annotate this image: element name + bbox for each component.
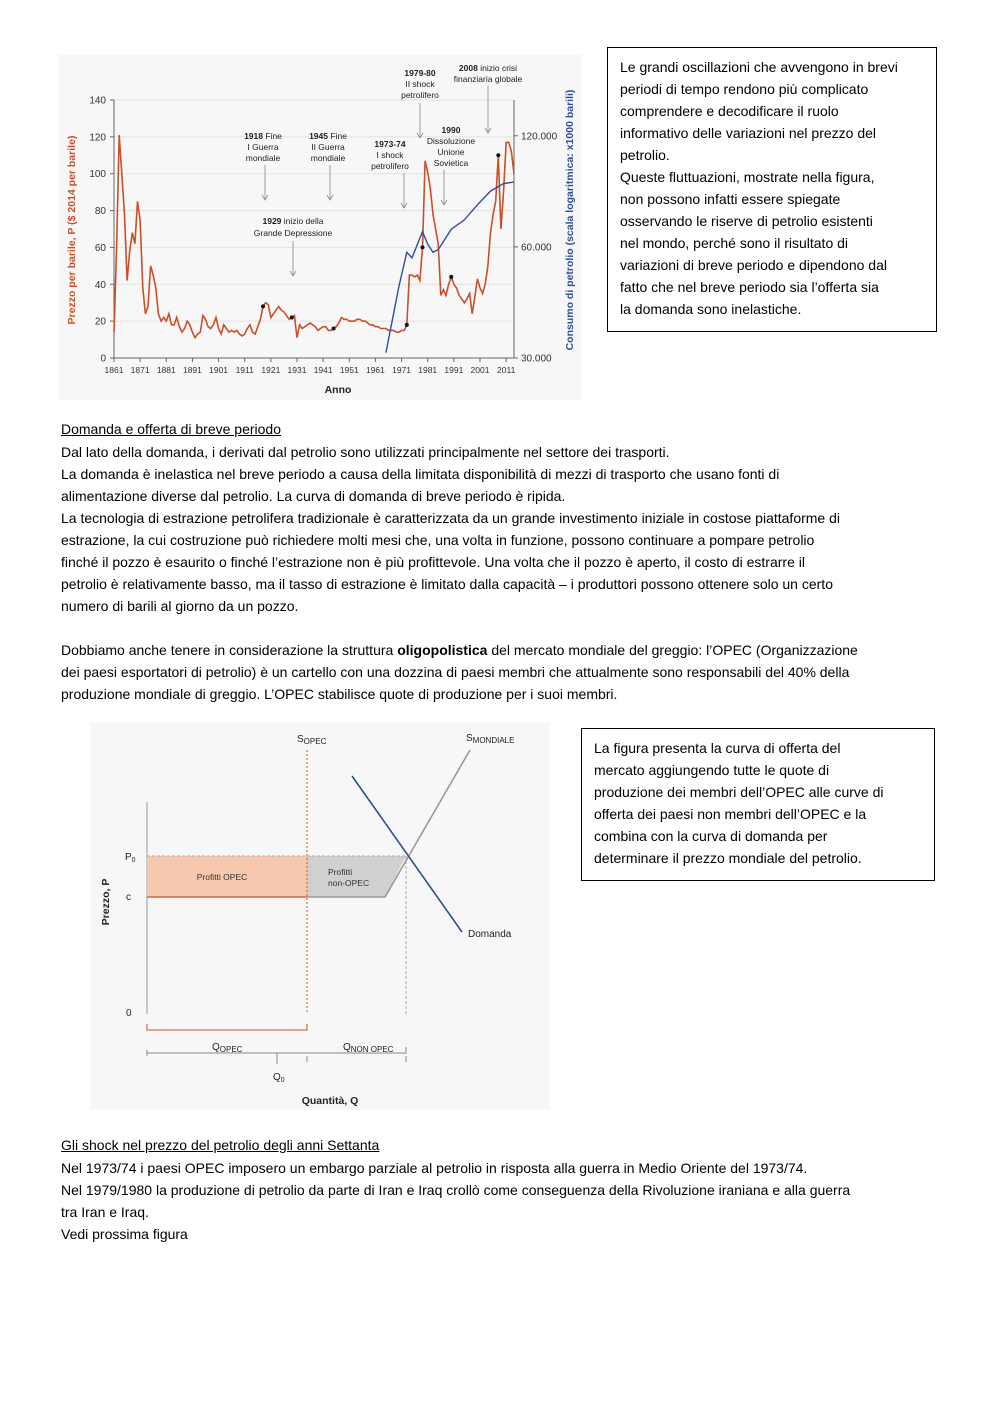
event-marker-dot	[405, 323, 409, 327]
box1-line: nel mondo, perché sono il risultato di	[620, 235, 849, 251]
q-opec-label-sub: OPEC	[219, 1045, 243, 1054]
right-tick-label: 30.000	[521, 353, 552, 365]
annotation-1918-line1: Fine	[265, 131, 282, 141]
explanation-box-oscillations	[607, 47, 937, 332]
body-line: Nel 1979/1980 la produzione di petrolio da parte di Iran e Iraq crollò come conseguenza della Rivoluzione iraniana e alla guerra	[61, 1182, 851, 1198]
zero-label: 0	[126, 1008, 132, 1019]
q-nonopec-label-main: Q	[343, 1042, 351, 1053]
left-tick-label: 140	[89, 95, 106, 107]
annotation-1973-year: 1973-74	[374, 139, 406, 149]
annotation-1929-line1: inizio della	[283, 216, 324, 226]
x-axis-title: Anno	[324, 384, 352, 396]
body-line: finché il pozzo è esaurito o finché l’estrazione non è più profittevole. Una volta che il pozzo è aperto, il costo di estrarre il	[61, 554, 805, 570]
annotation-1929-year: 1929	[262, 216, 282, 226]
svg-text:1929 inizio della	[263, 216, 324, 226]
x-tick-label: 1971	[392, 365, 412, 375]
annotation-2008-line1: inizio crisi	[480, 63, 518, 73]
box1-line: osservando le riserve di petrolio esistenti	[620, 213, 873, 229]
right-tick-label: 60.000	[521, 242, 552, 254]
box2-line: mercato aggiungendo tutte le quote di	[594, 762, 830, 778]
x-tick-label: 1931	[287, 365, 307, 375]
box1-line: periodi di tempo rendono più complicato	[620, 81, 869, 97]
x-tick-label: 1961	[365, 365, 385, 375]
x-tick-label: 1911	[235, 365, 254, 375]
annotation-1973-line2: petrolifero	[371, 161, 409, 171]
body-line: dei paesi esportatori di petrolio) è un cartello con una dozzina di paesi membri che attualmente sono responsabili del 40% della	[61, 664, 850, 680]
svg-text:2008 inizio crisi	[459, 63, 517, 73]
annotation-1990-year: 1990	[441, 125, 461, 135]
section1-body	[61, 441, 941, 705]
body-line: Vedi prossima figura	[61, 1226, 188, 1242]
text-run: del mercato mondiale del greggio: l’OPEC (Organizzazione	[487, 642, 858, 658]
annotation-1918-line2: I Guerra	[247, 142, 279, 152]
x-tick-label: 1981	[418, 365, 438, 375]
x-tick-label: 1941	[313, 365, 333, 375]
left-tick-label: 20	[94, 316, 106, 328]
annotation-1990-line3: Sovietica	[433, 158, 469, 168]
box1-line: Le grandi oscillazioni che avvengono in brevi	[620, 59, 898, 75]
svg-text:1945 Fine	[309, 131, 347, 141]
body-line: alimentazione diverse dal petrolio. La curva di domanda di breve periodo è ripida.	[61, 488, 566, 504]
event-marker-dot	[332, 327, 336, 331]
annotation-1929-line2: Grande Depressione	[253, 228, 333, 238]
x-tick-label: 1901	[209, 365, 229, 375]
s-opec-label-main: S	[297, 734, 304, 745]
box1-line: informativo delle variazioni nel prezzo del	[620, 125, 877, 141]
body-line: estrazione, la cui costruzione può richiedere molti mesi che, una volta in funzione, possono continuare a pompare petrolio	[61, 532, 815, 548]
x-tick-label: 2011	[497, 365, 516, 375]
annotation-1918-line3: mondiale	[245, 153, 281, 163]
body-line: tra Iran e Iraq.	[61, 1204, 149, 1220]
box1-line: variazioni di breve periodo e dipendono dal	[620, 257, 887, 273]
body-line: La tecnologia di estrazione petrolifera tradizionale è caratterizzata da un grande investimento iniziale in costose piattaforme di	[61, 510, 841, 526]
body-line	[61, 639, 941, 661]
left-tick-label: 60	[94, 242, 106, 254]
x-tick-label: 1921	[261, 365, 281, 375]
event-marker-dot	[261, 304, 265, 308]
x-tick-label: 1861	[104, 365, 124, 375]
nonopec-profit-label-line1: Profitti	[328, 867, 353, 877]
event-marker-dot	[496, 153, 500, 157]
left-tick-label: 0	[100, 353, 106, 365]
annotation-1918-year: 1918	[244, 131, 263, 141]
annotation-1990-line1: Dissoluzione	[426, 136, 476, 146]
box1-line: la domanda sono inelastiche.	[620, 301, 802, 317]
price-axis-title: Prezzo, P	[100, 878, 112, 926]
box1-line: comprendere e decodificare il ruolo	[620, 103, 839, 119]
annotation-1979-line2: petrolifero	[401, 90, 439, 100]
body-line: produzione mondiale di greggio. L’OPEC stabilisce quote di produzione per i suoi membri.	[61, 686, 618, 702]
oil-price-chart	[58, 55, 582, 400]
box2-line: determinare il prezzo mondiale del petrolio.	[594, 850, 862, 866]
box1-line: fatto che nel breve periodo sia l’offerta sia	[620, 279, 879, 295]
q0-label-sub: 0	[280, 1077, 285, 1084]
box2-line: offerta dei paesi non membri dell’OPEC e la	[594, 806, 867, 822]
s-opec-label-sub: OPEC	[303, 737, 327, 746]
body-line: numero di barili al giorno da un pozzo.	[61, 598, 299, 614]
section2-body	[61, 1157, 941, 1245]
section-heading-short-run: Domanda e offerta di breve periodo	[61, 421, 281, 437]
box2-line: combina con la curva di domanda per	[594, 828, 828, 844]
c-label: c	[126, 892, 131, 903]
x-tick-label: 1951	[339, 365, 359, 375]
opec-profit-label: Profitti OPEC	[196, 872, 248, 882]
s-world-label-main: S	[466, 733, 473, 744]
box2-line: La figura presenta la curva di offerta del	[594, 740, 841, 756]
q-nonopec-label-sub: NON OPEC	[350, 1045, 394, 1054]
annotation-1990-line2: Unione	[437, 147, 465, 157]
s-world-label-sub: MONDIALE	[472, 736, 515, 745]
x-tick-label: 1891	[182, 365, 202, 375]
event-marker-dot	[290, 315, 294, 319]
box1-line: Queste fluttuazioni, mostrate nella figura,	[620, 169, 875, 185]
left-tick-label: 40	[94, 279, 106, 291]
x-tick-label: 1881	[156, 365, 176, 375]
q-opec-label-main: Q	[212, 1042, 220, 1053]
quantity-axis-title: Quantità, Q	[301, 1095, 359, 1107]
x-tick-label: 1871	[130, 365, 150, 375]
bold-term-oligopolistica: oligopolistica	[397, 642, 488, 658]
event-marker-dot	[449, 275, 453, 279]
box1-line: non possono infatti essere spiegate	[620, 191, 841, 207]
annotation-2008-year: 2008	[458, 63, 478, 73]
section-heading-oil-shocks: Gli shock nel prezzo del petrolio degli anni Settanta	[61, 1137, 380, 1153]
demand-label: Domanda	[468, 929, 512, 940]
event-marker-dot	[420, 245, 424, 249]
p0-label-sub: 0	[131, 857, 136, 864]
diagram-background	[90, 722, 550, 1110]
left-axis-title: Prezzo per barile, P ($ 2014 per barile)	[66, 135, 78, 325]
p0-label-main: P	[125, 852, 132, 863]
body-line: La domanda è inelastica nel breve periodo a causa della limitata disponibilità di mezzi di trasporto che usano fonti di	[61, 466, 780, 482]
body-line: Dal lato della domanda, i derivati dal petrolio sono utilizzati principalmente nel settore dei trasporti.	[61, 444, 670, 460]
x-tick-label: 1991	[444, 365, 464, 375]
annotation-2008-line2: finanziaria globale	[453, 74, 523, 84]
x-tick-label: 2001	[470, 365, 490, 375]
body-line: petrolio è relativamente basso, ma il tasso di estrazione è limitato dalla capacità – i produttori possono ottenere solo un certo	[61, 576, 833, 592]
annotation-1979-line1: II shock	[405, 79, 435, 89]
opec-supply-diagram	[90, 722, 550, 1110]
left-tick-label: 80	[94, 206, 106, 218]
right-axis-title: Consumo di petrolio (scala logaritmica: x1000 barili)	[564, 89, 576, 351]
text-run: Dobbiamo anche tenere in considerazione la struttura	[61, 642, 398, 658]
annotation-1945-line1: Fine	[330, 131, 347, 141]
annotation-1945-year: 1945	[309, 131, 328, 141]
left-tick-label: 100	[89, 169, 106, 181]
right-tick-label: 120.000	[521, 131, 558, 143]
annotation-1945-line2: II Guerra	[311, 142, 345, 152]
left-tick-label: 120	[89, 132, 106, 144]
svg-text:1918 Fine	[244, 131, 282, 141]
box1-line: petrolio.	[620, 147, 670, 163]
nonopec-profit-label-line2: non-OPEC	[328, 878, 370, 888]
explanation-box-opec-supply	[581, 728, 935, 881]
annotation-1945-line3: mondiale	[310, 153, 346, 163]
q0-label-main: Q	[273, 1072, 281, 1083]
annotation-1973-line1: I shock	[376, 150, 404, 160]
box2-line: produzione dei membri dell’OPEC alle curve di	[594, 784, 884, 800]
body-line: Nel 1973/74 i paesi OPEC imposero un embargo parziale al petrolio in risposta alla guerra in Medio Oriente del 1973/74.	[61, 1160, 808, 1176]
annotation-1979-year: 1979-80	[404, 68, 436, 78]
